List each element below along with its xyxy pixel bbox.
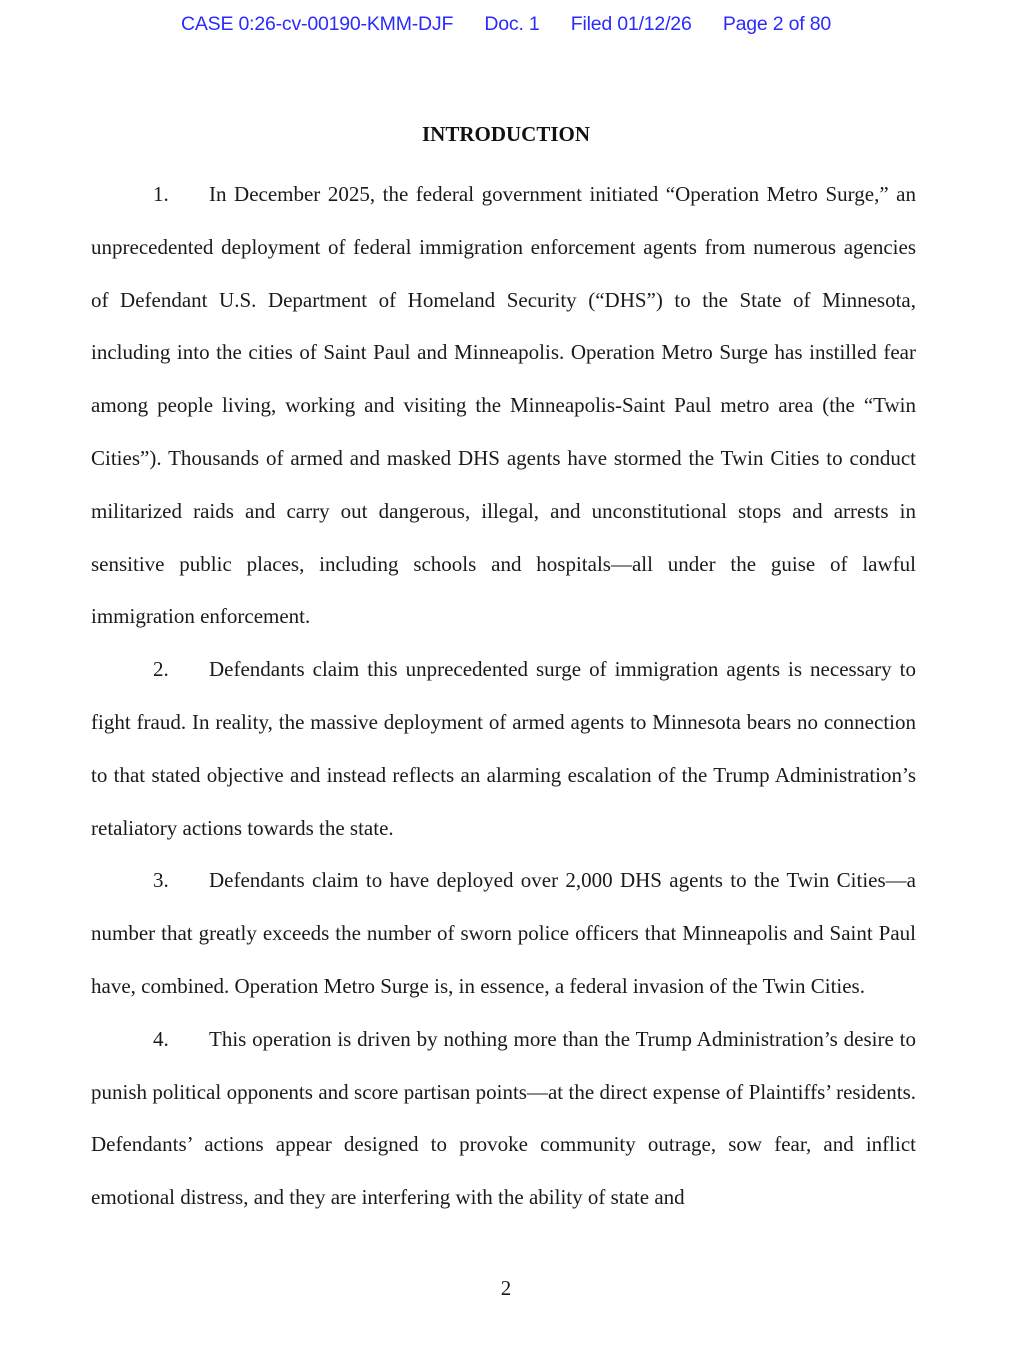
- paragraph-3: [91, 854, 916, 1012]
- page-indicator: Page 2 of 80: [722, 13, 832, 35]
- paragraph-text: Defendants claim this unprecedented surge of immigration agents is necessary to fight fraud. In reality, the massive deployment of armed agents to Minnesota bears no connection to that stated objective and instead reflects an alarming escalation of the Trump Administration’s retaliatory actions towards the state.: [91, 657, 916, 840]
- page-number: 2: [500, 1276, 512, 1300]
- paragraph-text: This operation is driven by nothing more than the Trump Administration’s desire to punish political opponents and score partisan points—at the direct expense of Plaintiffs’ residents. Defendants’ actions appear designed to provoke community outrage, sow fear, and inflict emotional distress, and they are interfering with the ability of state and: [91, 1026, 916, 1210]
- paragraph-text: Defendants claim to have deployed over 2,000 DHS agents to the Twin Cities—a number that greatly exceeds the number of sworn police officers that Minneapolis and Saint Paul have, combined. Operation Metro Surge is, in essence, a federal invasion of the Twin Cities.: [91, 868, 916, 998]
- paragraph-number: 2.: [153, 657, 169, 682]
- document-body: [91, 168, 916, 1224]
- paragraph-4: [91, 1013, 916, 1224]
- paragraph-1: [91, 168, 916, 643]
- case-number: CASE 0:26-cv-00190-KMM-DJF: [180, 13, 454, 35]
- paragraph-number: 4.: [153, 1026, 169, 1051]
- case-header: [0, 13, 1012, 36]
- paragraph-text: In December 2025, the federal government initiated “Operation Metro Surge,” an unprecedented deployment of federal immigration enforcement agents from numerous agencies of Defendant U.S. Department of Homeland Security (“DHS”) to the State of Minnesota, including into the cities of Saint Paul and Minneapolis. Operation Metro Surge has instilled fear among people living, working and visiting the Minneapolis-Saint Paul metro area (the “Twin Cities”). Thousands of armed and masked DHS agents have stormed the Twin Cities to conduct militarized raids and carry out dangerous, illegal, and unconstitutional stops and arrests in sensitive public places, including schools and hospitals—all under the guise of lawful immigration enforcement.: [91, 182, 916, 629]
- paragraph-number: 3.: [153, 868, 169, 893]
- filed-date: Filed 01/12/26: [570, 13, 692, 35]
- doc-number: Doc. 1: [484, 13, 540, 35]
- paragraph-number: 1.: [153, 182, 169, 206]
- section-title: INTRODUCTION: [421, 122, 591, 146]
- paragraph-2: [91, 643, 916, 854]
